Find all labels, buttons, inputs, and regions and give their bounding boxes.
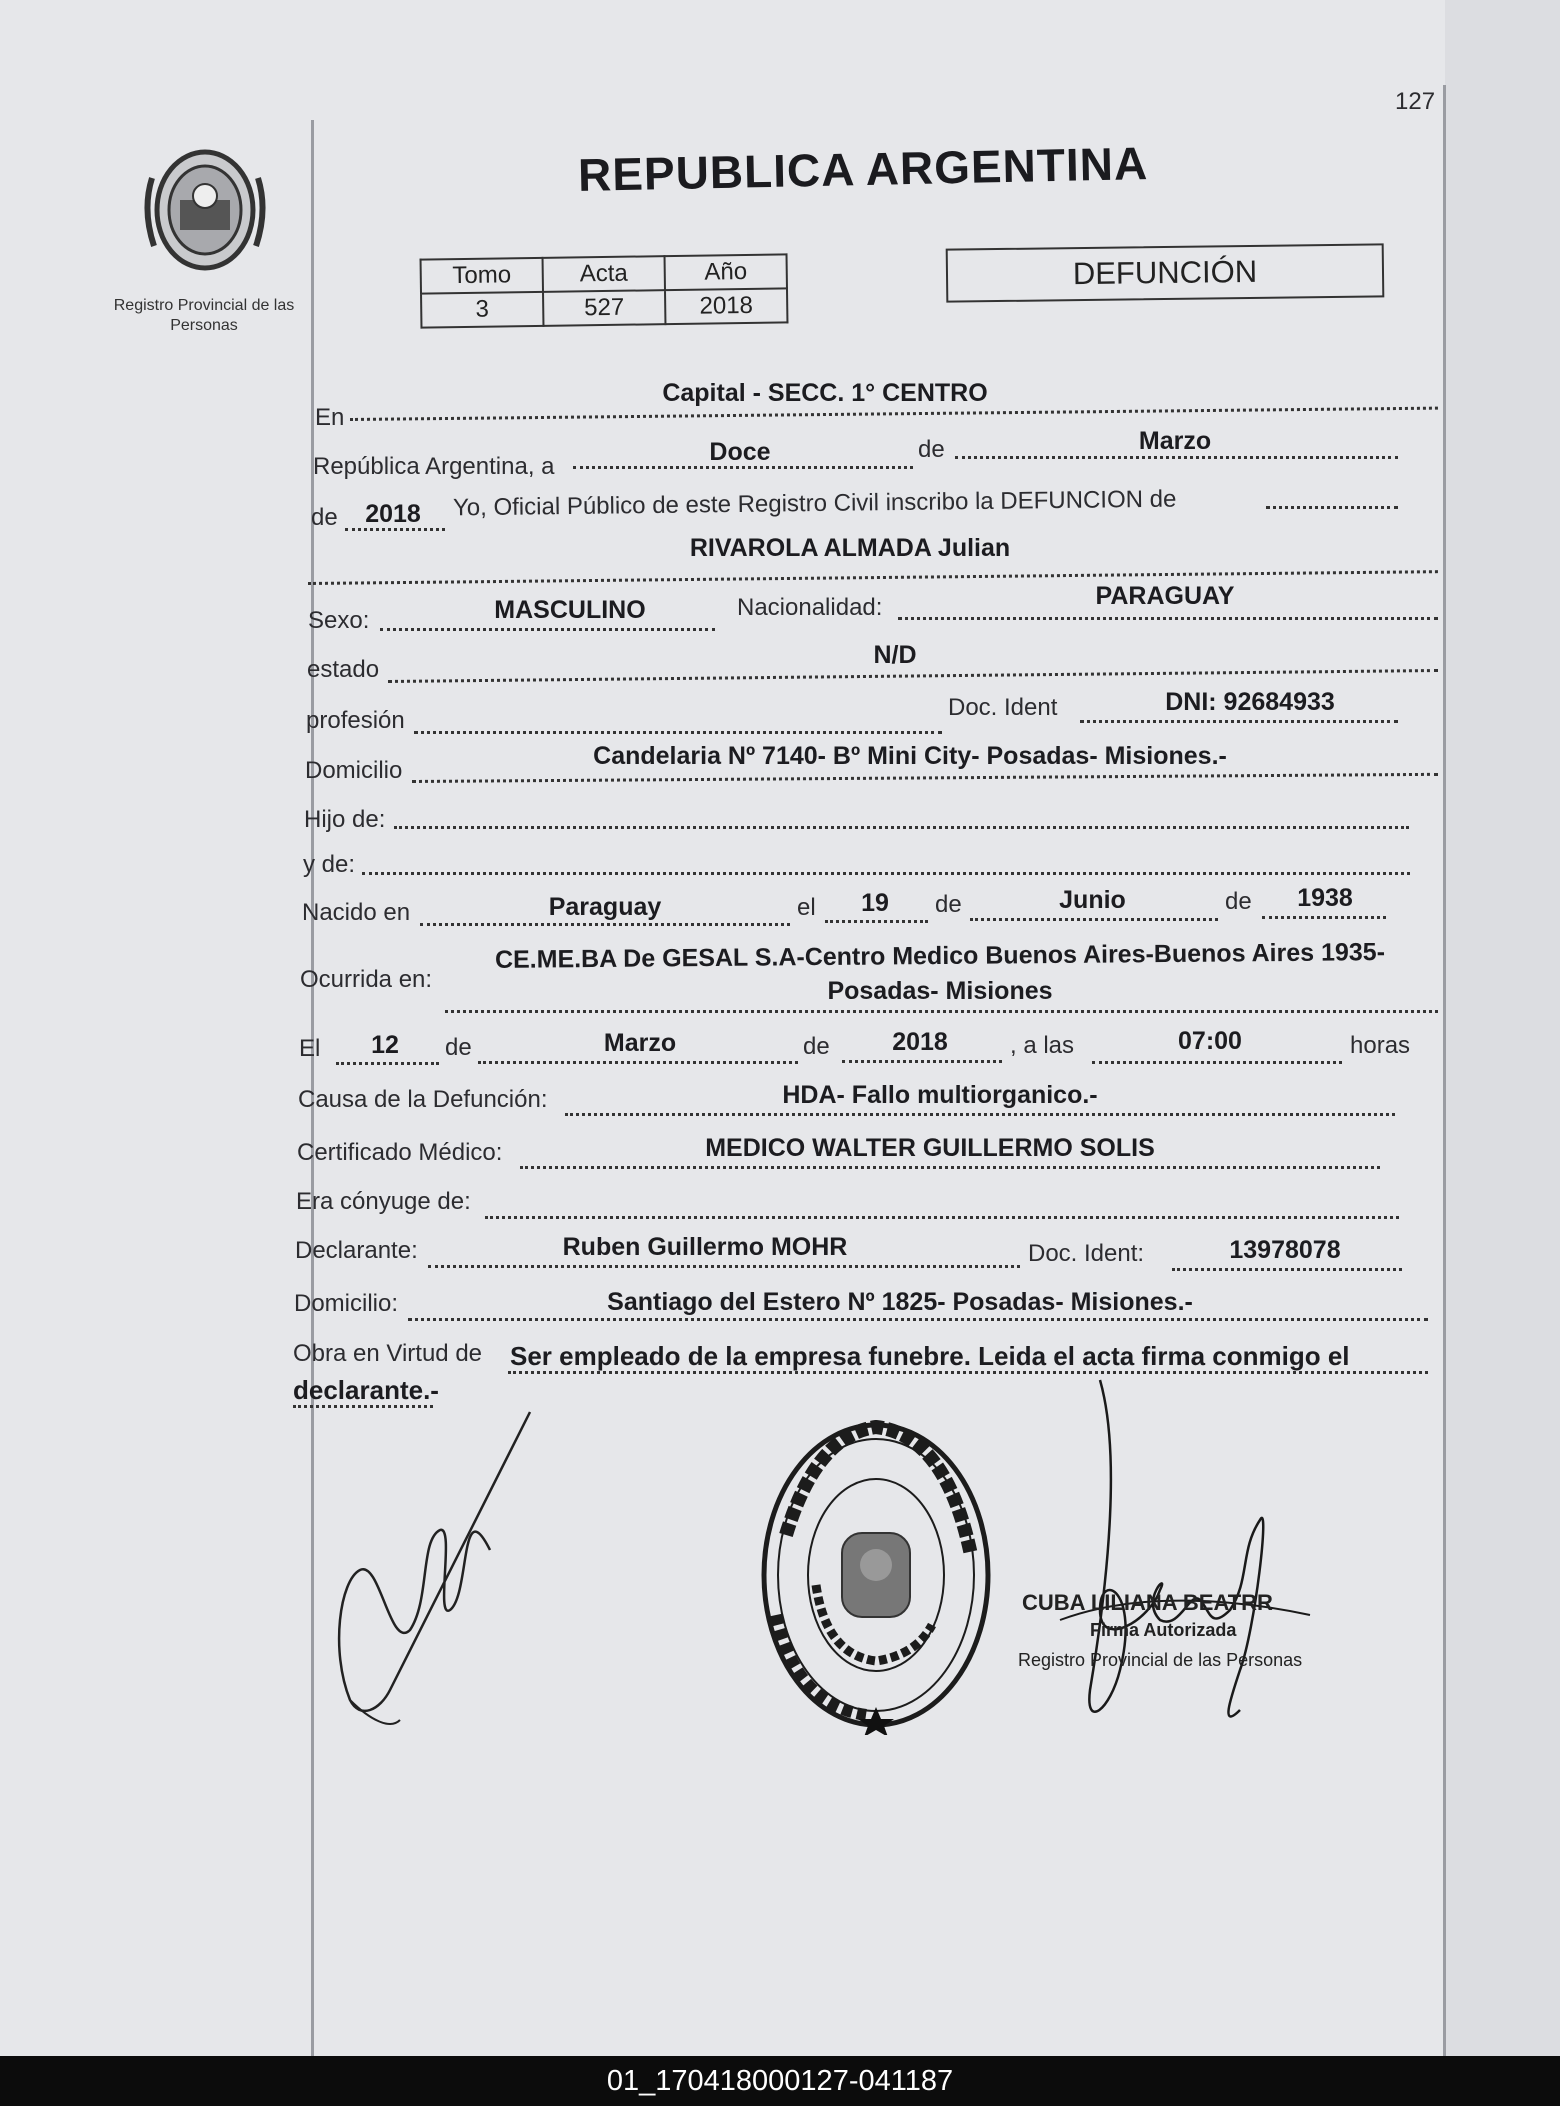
- official-org: Registro Provincial de las Personas: [1018, 1650, 1303, 1670]
- nacionalidad-value: PARAGUAY: [1095, 582, 1235, 610]
- year-value: 2018: [365, 500, 421, 528]
- year-line: [345, 528, 445, 531]
- yo-line: [1266, 506, 1398, 509]
- anio-header: Año: [665, 254, 787, 290]
- profesion-line: [414, 731, 942, 734]
- death-year-line: [842, 1060, 1002, 1063]
- province-seal-logo: [142, 138, 268, 278]
- estado-value: N/D: [873, 641, 917, 669]
- profesion-label: profesión: [306, 707, 405, 734]
- birth-month: Junio: [1059, 886, 1126, 914]
- official-role: Firma Autorizada: [1090, 1620, 1237, 1640]
- right-margin-line: [1443, 85, 1446, 2056]
- domicilio2-value: Santiago del Estero Nº 1825- Posadas- Misiones.-: [607, 1288, 1193, 1316]
- birth-year-line: [1262, 916, 1386, 919]
- causa-label: Causa de la Defunción:: [298, 1086, 548, 1113]
- nacido-label: Nacido en: [302, 899, 411, 926]
- tomo-value: 3: [421, 292, 543, 328]
- death-month: Marzo: [603, 1029, 677, 1057]
- death-year: 2018: [892, 1028, 948, 1056]
- declarant-signature: [320, 1400, 560, 1740]
- domicilio-value: Candelaria Nº 7140- Bº Mini City- Posadas- Misiones.-: [593, 742, 1227, 770]
- domicilio2-label: Domicilio:: [294, 1290, 399, 1317]
- doc-ident-line: [1080, 720, 1398, 723]
- death-month-line: [478, 1061, 798, 1064]
- doc-ident2-line: [1172, 1268, 1402, 1271]
- official-name: CUBA LILIANA BEATRR: [1022, 1590, 1273, 1615]
- registry-logo-label: Registro Provincial de las Personas: [113, 297, 295, 334]
- reference-table: [420, 253, 789, 328]
- death-time-line: [1092, 1061, 1342, 1064]
- declarante-label: Declarante:: [295, 1237, 418, 1264]
- ocurrida-line: [445, 1010, 1438, 1013]
- nacionalidad-line: [898, 617, 1438, 620]
- anio-value: 2018: [665, 288, 787, 324]
- tomo-header: Tomo: [421, 258, 543, 294]
- sexo-line: [380, 628, 715, 631]
- de-label-3: de: [935, 891, 962, 918]
- month-line: [955, 456, 1398, 459]
- ocurrida-label: Ocurrida en:: [300, 966, 433, 993]
- conyuge-line: [485, 1216, 1399, 1219]
- birth-day-line: [825, 920, 928, 923]
- alas-label: , a las: [1010, 1032, 1075, 1059]
- obra-line1: Ser empleado de la empresa funebre. Leida el acta firma conmigo el: [510, 1341, 1350, 1371]
- deceased-name: RIVAROLA ALMADA Julian: [689, 534, 1011, 562]
- page-number: 127: [1395, 88, 1436, 115]
- conyuge-label: Era cónyuge de:: [296, 1188, 471, 1215]
- certificado-value: MEDICO WALTER GUILLERMO SOLIS: [705, 1134, 1155, 1162]
- el-label-upper: El: [299, 1035, 321, 1062]
- nacionalidad-label: Nacionalidad:: [737, 594, 883, 621]
- sexo-value: MASCULINO: [494, 596, 646, 624]
- document-type-box: DEFUNCIÓN: [946, 243, 1385, 302]
- yo-text: Yo, Oficial Público de este Registro Civil inscribo la DEFUNCION de: [452, 485, 1177, 522]
- sexo-label: Sexo:: [308, 607, 370, 634]
- day-line: [573, 466, 913, 469]
- domicilio-label: Domicilio: [305, 757, 403, 784]
- estado-label: estado: [307, 656, 380, 683]
- registry-round-stamp: [756, 1415, 996, 1735]
- en-label: En: [315, 404, 345, 431]
- hijo-label: Hijo de:: [304, 806, 386, 833]
- document-id-footer: 01_170418000127-041187: [0, 2056, 1560, 2106]
- republica-label: República Argentina, a: [313, 453, 555, 480]
- ocurrida-line2: Posadas- Misiones: [827, 977, 1053, 1005]
- de-label-5: de: [445, 1034, 472, 1061]
- de-label-6: de: [803, 1033, 830, 1060]
- ocurrida-line1: CE.ME.BA De GESAL S.A-Centro Medico Buenos Aires-Buenos Aires 1935-: [494, 938, 1386, 974]
- death-day-line: [336, 1062, 439, 1065]
- birth-month-line: [970, 918, 1218, 921]
- de-label-2: de: [311, 504, 338, 531]
- causa-line: [565, 1113, 1395, 1116]
- document-title: REPUBLICA ARGENTINA: [577, 137, 1149, 201]
- declarante-line: [428, 1265, 1020, 1268]
- el-label: el: [797, 894, 816, 921]
- obra-label: Obra en Virtud de: [293, 1340, 483, 1367]
- yde-line: [362, 872, 1410, 875]
- doc-ident2-label: Doc. Ident:: [1028, 1240, 1145, 1267]
- declarante-value: Ruben Guillermo MOHR: [562, 1233, 848, 1261]
- en-value: Capital - SECC. 1° CENTRO: [662, 379, 988, 407]
- doc-ident2-value: 13978078: [1229, 1236, 1341, 1264]
- hijo-line: [394, 826, 1409, 829]
- de-label-1: de: [918, 436, 945, 463]
- horas-label: horas: [1350, 1032, 1411, 1059]
- nacido-line: [420, 923, 790, 926]
- birth-year: 1938: [1297, 884, 1353, 912]
- yde-label: y de:: [303, 851, 356, 878]
- certificado-label: Certificado Médico:: [297, 1139, 503, 1166]
- death-day: 12: [371, 1031, 399, 1059]
- acta-header: Acta: [543, 256, 665, 292]
- official-signature: [1040, 1370, 1340, 1750]
- doc-ident-label: Doc. Ident: [948, 694, 1058, 721]
- domicilio2-line: [408, 1318, 1428, 1321]
- causa-value: HDA- Fallo multiorganico.-: [782, 1081, 1098, 1109]
- de-label-4: de: [1225, 888, 1252, 915]
- acta-value: 527: [543, 290, 665, 326]
- birth-day: 19: [861, 889, 889, 917]
- death-time: 07:00: [1178, 1027, 1242, 1055]
- obra-line2: declarante.-: [293, 1375, 439, 1405]
- nacido-value: Paraguay: [548, 893, 662, 921]
- doc-ident-value: DNI: 92684933: [1165, 688, 1335, 716]
- certificado-line: [520, 1166, 1380, 1169]
- month-value: Marzo: [1138, 427, 1212, 455]
- day-value: Doce: [709, 438, 771, 466]
